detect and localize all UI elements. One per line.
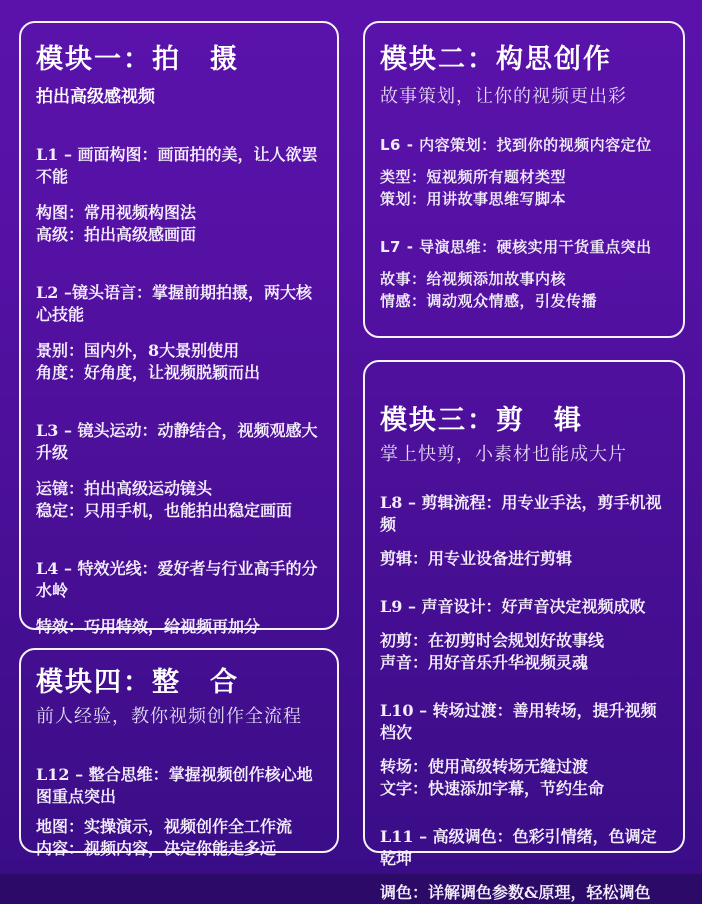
lesson-heading: L1 – 画面构图：画面拍的美，让人欲罢不能 bbox=[36, 145, 318, 186]
lesson bbox=[380, 700, 669, 800]
lesson-heading: L11 – 高级调色：色彩引情绪，色调定乾坤 bbox=[380, 827, 657, 868]
lesson-heading: L3 – 镜头运动：动静结合，视频观感大升级 bbox=[36, 421, 318, 462]
lesson-details bbox=[36, 816, 323, 860]
module-box-integration bbox=[19, 648, 339, 858]
lesson-details bbox=[380, 548, 669, 570]
lesson-detail: 特效：巧用特效，给视频再加分 bbox=[36, 617, 261, 636]
lesson bbox=[36, 420, 323, 522]
module-title: 模块四：整 合 bbox=[36, 667, 239, 698]
lesson-detail: 内容：视频内容，决定你能走多远 bbox=[36, 839, 277, 858]
lesson-detail: 情感：调动观众情感，引发传播 bbox=[380, 292, 598, 310]
lesson-detail: 策划：用讲故事思维写脚本 bbox=[380, 190, 567, 208]
module-subtitle: 前人经验，教你视频创作全流程 bbox=[36, 706, 302, 727]
lesson-details bbox=[380, 166, 669, 210]
lesson bbox=[36, 764, 323, 860]
lesson-heading: L9 – 声音设计：好声音决定视频成败 bbox=[380, 597, 646, 616]
lesson bbox=[380, 492, 669, 570]
lesson-heading: L6 - 内容策划：找到你的视频内容定位 bbox=[380, 136, 652, 154]
lesson-detail: 角度：好角度，让视频脱颖而出 bbox=[36, 363, 261, 382]
lesson bbox=[36, 282, 323, 384]
module-subtitle: 拍出高级感视频 bbox=[36, 87, 155, 107]
lesson-detail: 地图：实操演示，视频创作全工作流 bbox=[36, 817, 293, 836]
module-title: 模块一：拍 摄 bbox=[36, 44, 239, 75]
lesson-detail: 运镜：拍出高级运动镜头 bbox=[36, 479, 213, 498]
module-title: 模块二：构思创作 bbox=[380, 44, 612, 75]
lesson-details bbox=[380, 630, 669, 674]
lesson-detail: 文字：快速添加字幕，节约生命 bbox=[380, 779, 605, 798]
lesson-heading: L4 – 特效光线：爱好者与行业高手的分水岭 bbox=[36, 559, 318, 600]
lesson-detail: 调色：详解调色参数&原理，轻松调色 bbox=[380, 883, 651, 902]
lesson-detail: 稳定：只用手机，也能拍出稳定画面 bbox=[36, 501, 293, 520]
lesson-detail: 故事：给视频添加故事内核 bbox=[380, 270, 567, 288]
lesson-detail: 类型：短视频所有题材类型 bbox=[380, 168, 567, 186]
lesson bbox=[380, 596, 669, 674]
lesson-detail: 初剪：在初剪时会规划好故事线 bbox=[380, 631, 605, 650]
module-title: 模块三：剪 辑 bbox=[380, 405, 583, 436]
lesson-heading: L2 –镜头语言：掌握前期拍摄，两大核心技能 bbox=[36, 283, 312, 324]
lesson bbox=[36, 558, 323, 638]
lesson-details bbox=[36, 616, 323, 638]
lesson-details bbox=[380, 756, 669, 800]
module-box-shooting bbox=[19, 21, 339, 636]
lesson bbox=[380, 826, 669, 904]
lesson bbox=[36, 144, 323, 246]
lesson bbox=[380, 236, 669, 312]
lesson-detail: 剪辑：用专业设备进行剪辑 bbox=[380, 549, 573, 568]
lesson-detail: 转场：使用高级转场无缝过渡 bbox=[380, 757, 589, 776]
lesson-detail: 声音：用好音乐升华视频灵魂 bbox=[380, 653, 589, 672]
lesson-detail: 构图：常用视频构图法 bbox=[36, 203, 197, 222]
lesson-heading: L8 – 剪辑流程：用专业手法，剪手机视频 bbox=[380, 493, 662, 534]
lesson-heading: L7 - 导演思维：硬核实用干货重点突出 bbox=[380, 238, 652, 256]
module-box-ideation bbox=[363, 21, 685, 338]
module-box-editing bbox=[363, 360, 685, 902]
lesson bbox=[380, 134, 669, 210]
lesson-details bbox=[36, 340, 323, 384]
lesson-heading: L10 – 转场过渡：善用转场，提升视频档次 bbox=[380, 701, 657, 742]
lesson-detail: 景别：国内外，8大景别使用 bbox=[36, 341, 240, 360]
lesson-details bbox=[380, 268, 669, 312]
lesson-details bbox=[380, 882, 669, 904]
module-subtitle: 故事策划，让你的视频更出彩 bbox=[380, 86, 627, 107]
lesson-details bbox=[36, 478, 323, 522]
lesson-heading: L12 – 整合思维：掌握视频创作核心地图重点突出 bbox=[36, 765, 313, 806]
module-subtitle: 掌上快剪，小素材也能成大片 bbox=[380, 444, 627, 465]
lesson-details bbox=[36, 202, 323, 246]
lesson-detail: 高级：拍出高级感画面 bbox=[36, 225, 197, 244]
